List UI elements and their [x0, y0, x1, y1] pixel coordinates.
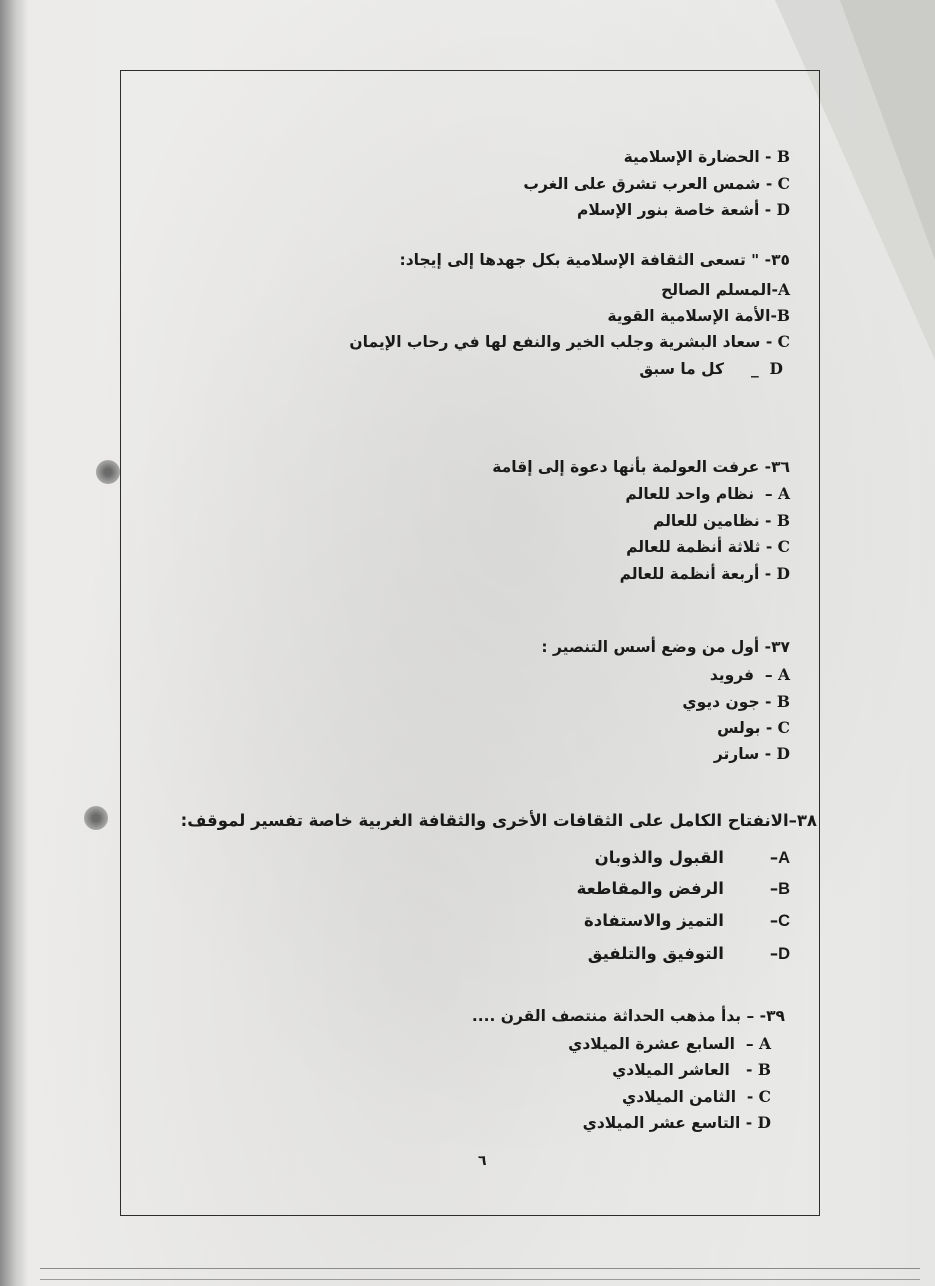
q34-option-b: B - الحضارة الإسلامية: [623, 147, 790, 166]
q37-option-b: B - جون ديوي: [682, 692, 790, 711]
q39-option-b: B - العاشر الميلادي: [612, 1060, 771, 1079]
page-number: ٦: [478, 1153, 487, 1169]
folded-corner-shadow: [840, 0, 935, 260]
q39-option-d: D - التاسع عشر الميلادي: [582, 1113, 771, 1132]
q35-option-b: B-الأمة الإسلامية القوية: [607, 306, 790, 325]
q38-stem: ٣٨–الانفتاح الكامل على الثقافات الأخرى والثقافة الغربية خاصة تفسير لموقف:: [180, 811, 817, 830]
bottom-edge-lines: [40, 1268, 920, 1280]
q34-option-c: C - شمس العرب تشرق على الغرب: [523, 174, 790, 193]
scan-shadow-edge: [0, 0, 28, 1286]
q35-option-d: D _ كل ما سبق: [639, 359, 783, 378]
q36-option-b: B - نظامين للعالم: [652, 511, 790, 530]
q39-stem: ٣٩- – بدأ مذهب الحداثة منتصف القرن ....: [471, 1007, 785, 1025]
q36-stem: ٣٦- عرفت العولمة بأنها دعوة إلى إقامة: [492, 458, 790, 476]
q37-option-c: C - بولس: [717, 718, 790, 737]
q35-stem: ٣٥- " تسعى الثقافة الإسلامية بكل جهدها إلى إيجاد:: [399, 251, 790, 269]
q35-option-a: A-المسلم الصالح: [661, 280, 790, 299]
q36-option-a: A – نظام واحد للعالم: [625, 484, 790, 503]
q35-option-c: C - سعاد البشرية وجلب الخير والنفع لها في رحاب الإيمان: [349, 332, 790, 351]
q38-option-b: B– الرفض والمقاطعة: [576, 879, 790, 898]
q37-option-a: A – فرويد: [709, 665, 790, 684]
q36-option-c: C - ثلاثة أنظمة للعالم: [626, 537, 790, 556]
q39-option-a: A – السابع عشرة الميلادي: [568, 1034, 771, 1053]
q38-option-c: C– التميز والاستفادة: [584, 911, 790, 930]
q37-option-d: D - سارتر: [713, 744, 790, 763]
q38-option-d: D– التوفيق والتلفيق: [587, 944, 790, 963]
q38-option-a: A– القبول والذوبان: [594, 848, 790, 867]
q34-option-d: D - أشعة خاصة بنور الإسلام: [577, 200, 790, 219]
punch-hole-icon: [84, 806, 108, 830]
punch-hole-icon: [96, 460, 120, 484]
q36-option-d: D - أربعة أنظمة للعالم: [619, 564, 790, 583]
q39-option-c: C - الثامن الميلادي: [622, 1087, 771, 1106]
q37-stem: ٣٧- أول من وضع أسس التنصير :: [541, 638, 790, 656]
